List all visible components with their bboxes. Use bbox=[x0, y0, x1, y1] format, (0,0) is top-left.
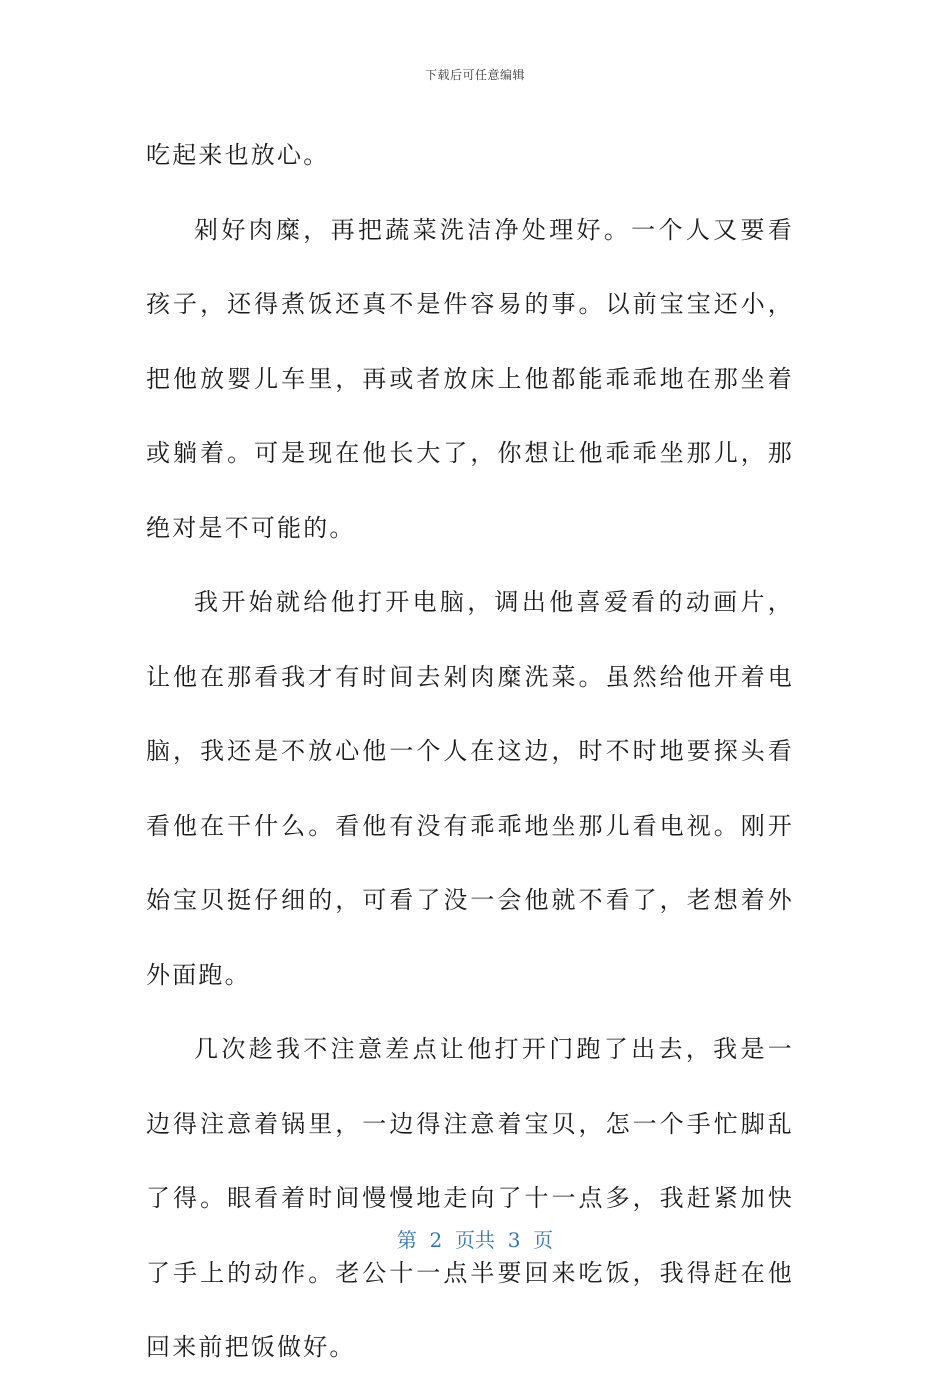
paragraph-4-line-4: 十一点半要回来吃饭，我得赶在他回来前把饭做好。 bbox=[146, 1258, 794, 1361]
paragraph-4-line-2: 意着锅里，一边得注意着宝贝，怎一个手忙脚乱了得。眼看着 bbox=[146, 1109, 794, 1212]
paragraph-4 bbox=[146, 1012, 794, 1385]
paragraph-1-line-1: 吃起来也放心。 bbox=[146, 141, 330, 169]
paragraph-2-line-4: 长大了，你想让他乖乖坐那儿，那绝对是不可能的。 bbox=[146, 439, 794, 542]
paragraph-3-line-1: 我开始就给他打开电脑，调出他喜爱看的动画片，让他在 bbox=[146, 588, 794, 691]
paragraph-3-line-4: 有没有乖乖地坐那儿看电视。刚开始宝贝挺仔细的，可看了没 bbox=[146, 811, 794, 914]
paragraph-2 bbox=[146, 193, 794, 566]
paragraph-2-line-2: 还得煮饭还真不是件容易的事。以前宝宝还小，把他放婴儿车 bbox=[146, 290, 794, 393]
document-body bbox=[146, 118, 794, 1385]
paragraph-1 bbox=[146, 118, 794, 193]
paragraph-3-line-3: 放心他一个人在这边，时不时地要探头看看他在干什么。看他 bbox=[146, 737, 794, 840]
paragraph-2-line-1: 剁好肉糜，再把蔬菜洗洁净处理好。一个人又要看孩子， bbox=[146, 215, 794, 318]
paragraph-4-line-1: 几次趁我不注意差点让他打开门跑了出去，我是一边得注 bbox=[146, 1035, 794, 1138]
paragraph-3 bbox=[146, 565, 794, 1012]
paragraph-3-line-2: 那看我才有时间去剁肉糜洗菜。虽然给他开着电脑，我还是不 bbox=[146, 662, 794, 765]
page-header: 下载后可任意编辑 bbox=[424, 68, 525, 82]
page-number-footer: 第 2 页共 3 页 bbox=[396, 1228, 554, 1252]
paragraph-3-line-5: 一会他就不看了，老想着外外面跑。 bbox=[146, 886, 794, 989]
paragraph-2-line-3: 里，再或者放床上他都能乖乖地在那坐着或躺着。可是现在他 bbox=[146, 364, 794, 467]
paragraph-4-line-3: 时间慢慢地走向了十一点多，我赶紧加快了手上的动作。老公 bbox=[146, 1184, 794, 1287]
